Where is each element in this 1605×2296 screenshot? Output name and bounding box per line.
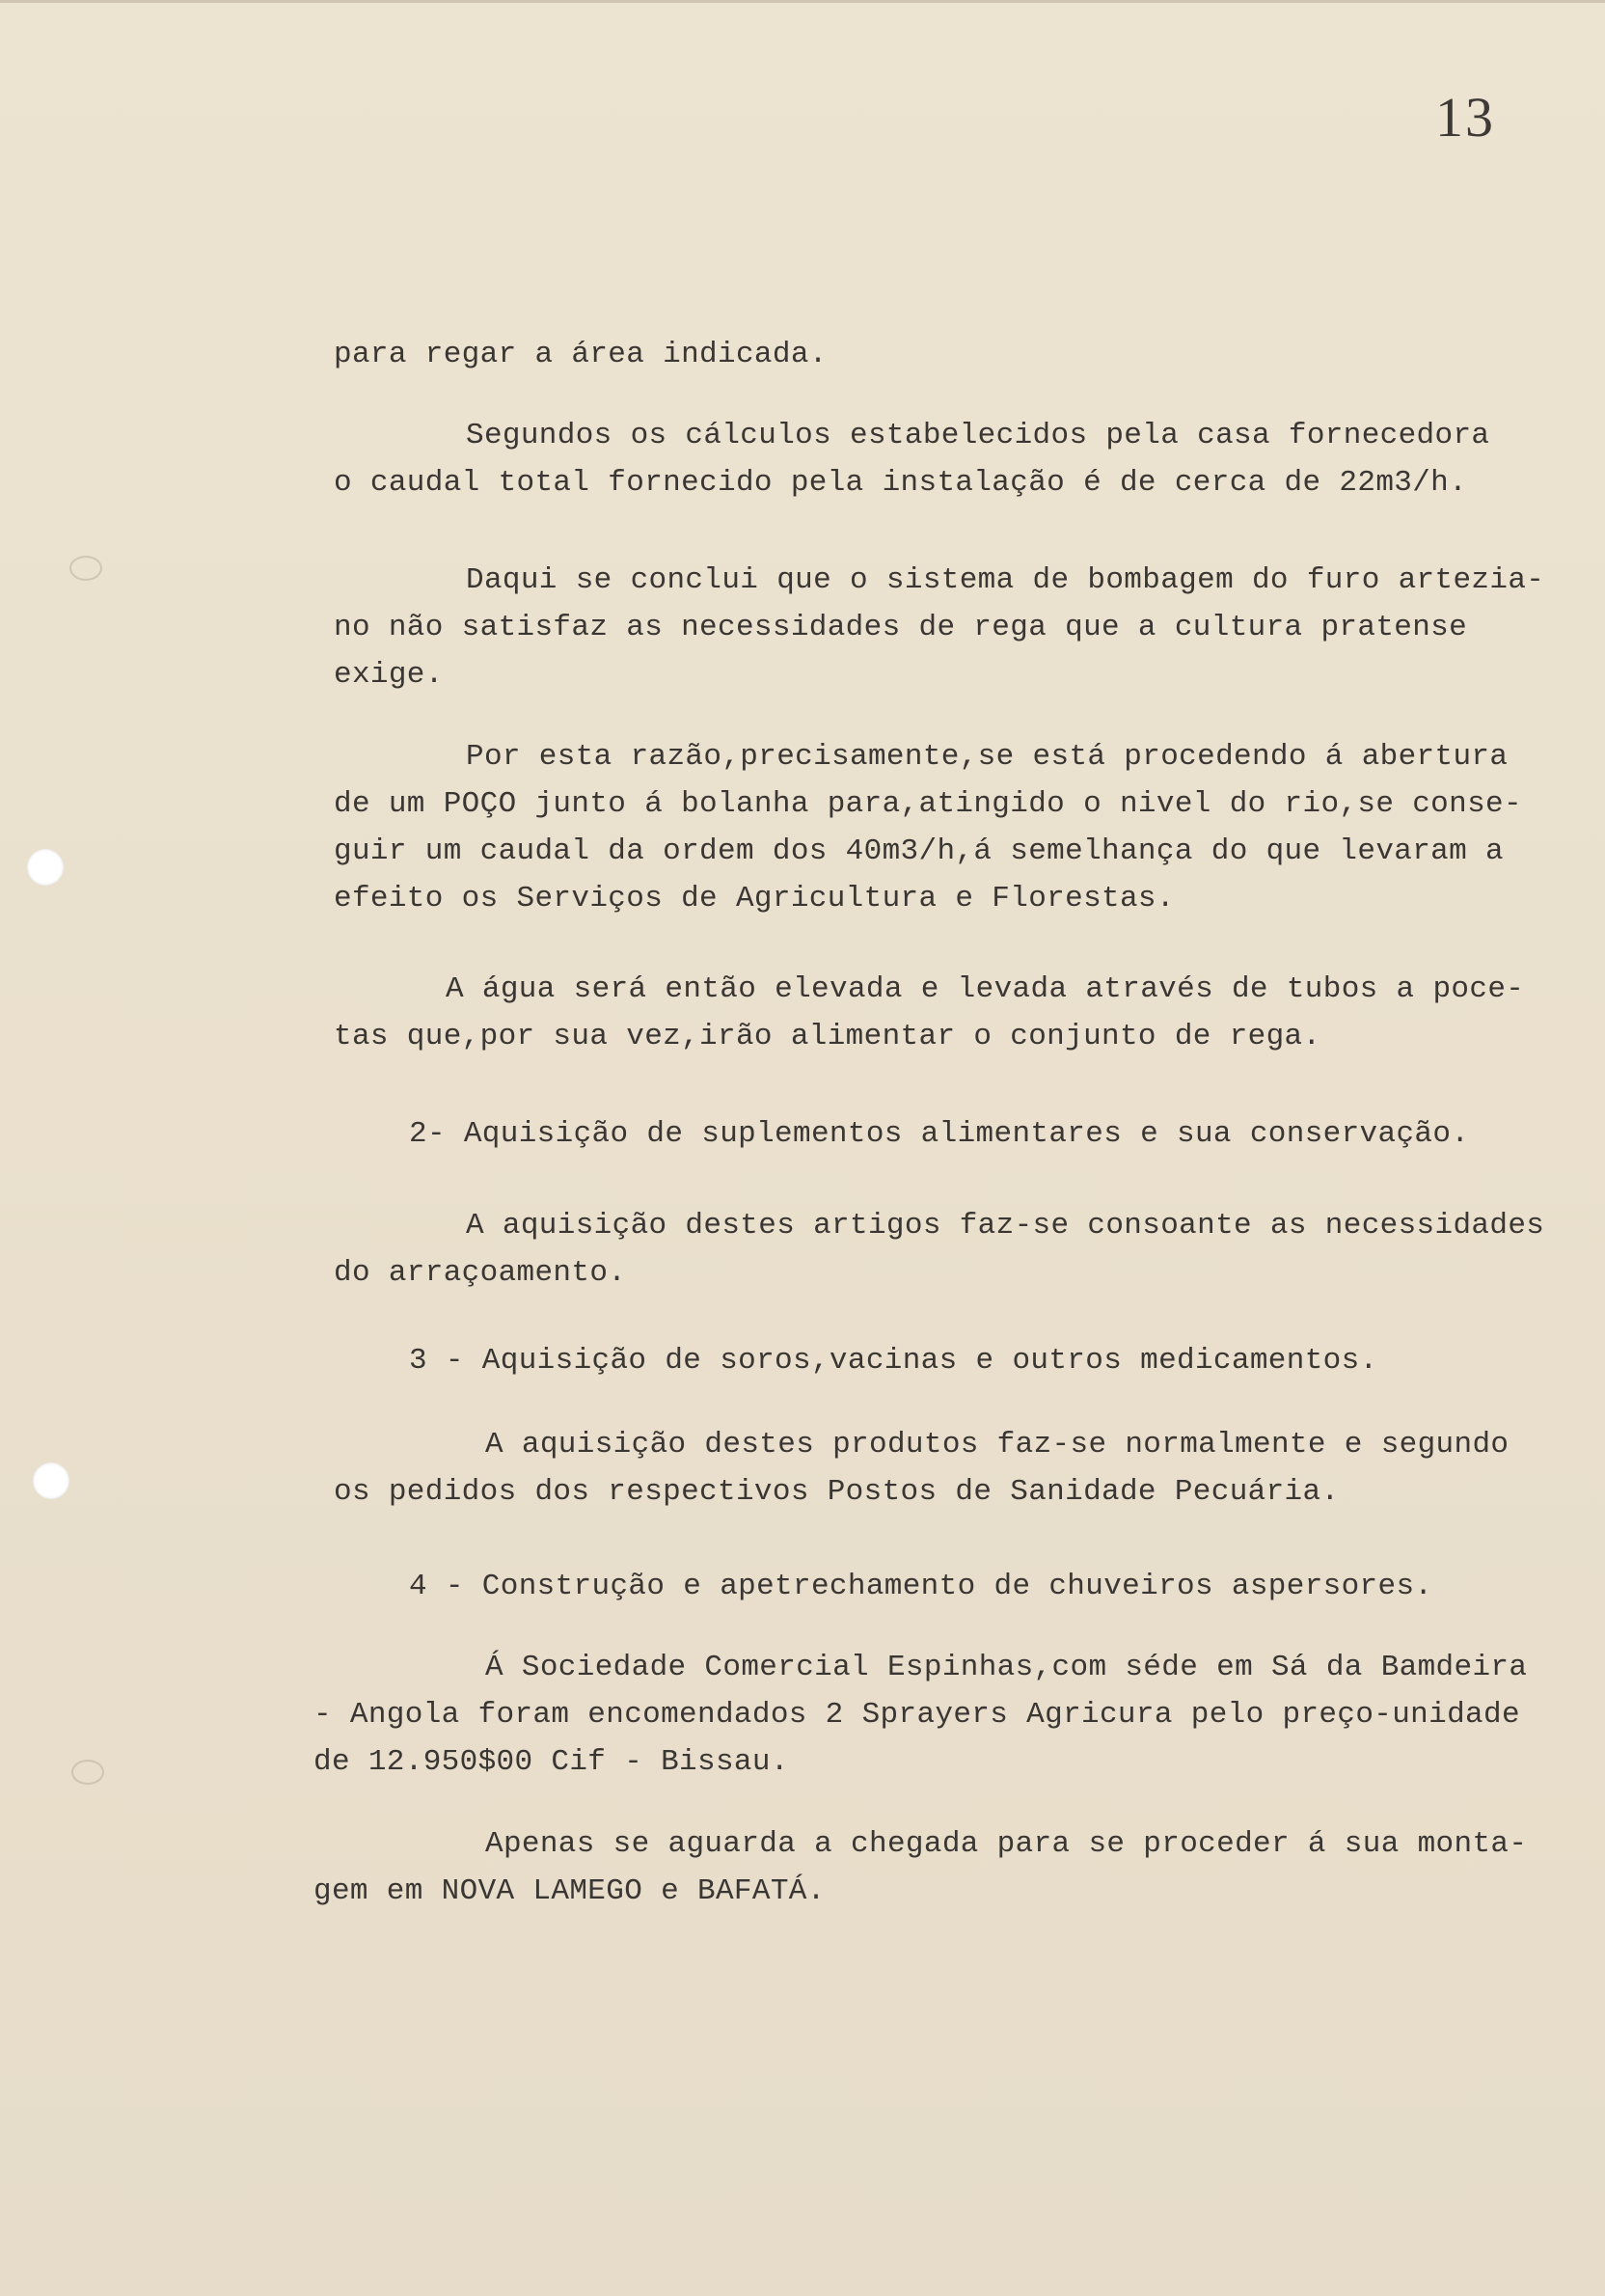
text-line: guir um caudal da ordem dos 40m3/h,á semelhança do que levaram a [334,834,1504,868]
punch-hole-lower [33,1462,69,1499]
text-line: exige. [334,658,444,692]
paper-mark [69,556,102,581]
page-number: 13 [1435,86,1495,149]
text-line: A aquisição destes produtos faz-se normalmente e segundo [485,1428,1510,1462]
text-line: Apenas se aguarda a chegada para se proceder á sua monta- [485,1827,1528,1861]
text-line: do arraçoamento. [334,1256,627,1290]
punch-hole-upper [27,849,64,886]
paper-top-edge [0,0,1605,3]
text-line: o caudal total fornecido pela instalação é de cerca de 22m3/h. [334,466,1468,500]
text-line: de um POÇO junto á bolanha para,atingido o nivel do rio,se conse- [334,787,1522,821]
text-line: efeito os Serviços de Agricultura e Florestas. [334,882,1175,916]
text-line: no não satisfaz as necessidades de rega que a cultura pratense [334,611,1468,644]
text-line: para regar a área indicada. [334,338,828,371]
text-line: 4 - Construção e apetrechamento de chuveiros aspersores. [409,1570,1433,1603]
text-line: tas que,por sua vez,irão alimentar o conjunto de rega. [334,1020,1321,1053]
text-line: Segundos os cálculos estabelecidos pela casa fornecedora [466,419,1490,452]
text-line: 3 - Aquisição de soros,vacinas e outros medicamentos. [409,1344,1378,1378]
text-line: gem em NOVA LAMEGO e BAFATÁ. [313,1874,826,1908]
text-line: Por esta razão,precisamente,se está procedendo á abertura [466,740,1509,774]
text-line: A aquisição destes artigos faz-se consoante as necessidades [466,1209,1545,1243]
paper-mark [71,1760,104,1785]
text-line: os pedidos dos respectivos Postos de Sanidade Pecuária. [334,1475,1340,1509]
text-line: de 12.950$00 Cif - Bissau. [313,1745,789,1779]
text-line: 2- Aquisição de suplementos alimentares e sua conservação. [409,1117,1470,1151]
text-line: A água será então elevada e levada através de tubos a poce- [446,972,1525,1006]
text-line: Daqui se conclui que o sistema de bombagem do furo artezia- [466,563,1545,597]
text-line: Á Sociedade Comercial Espinhas,com séde em Sá da Bamdeira [485,1651,1528,1684]
text-line: - Angola foram encomendados 2 Sprayers Agricura pelo preço-unidade [313,1698,1520,1732]
